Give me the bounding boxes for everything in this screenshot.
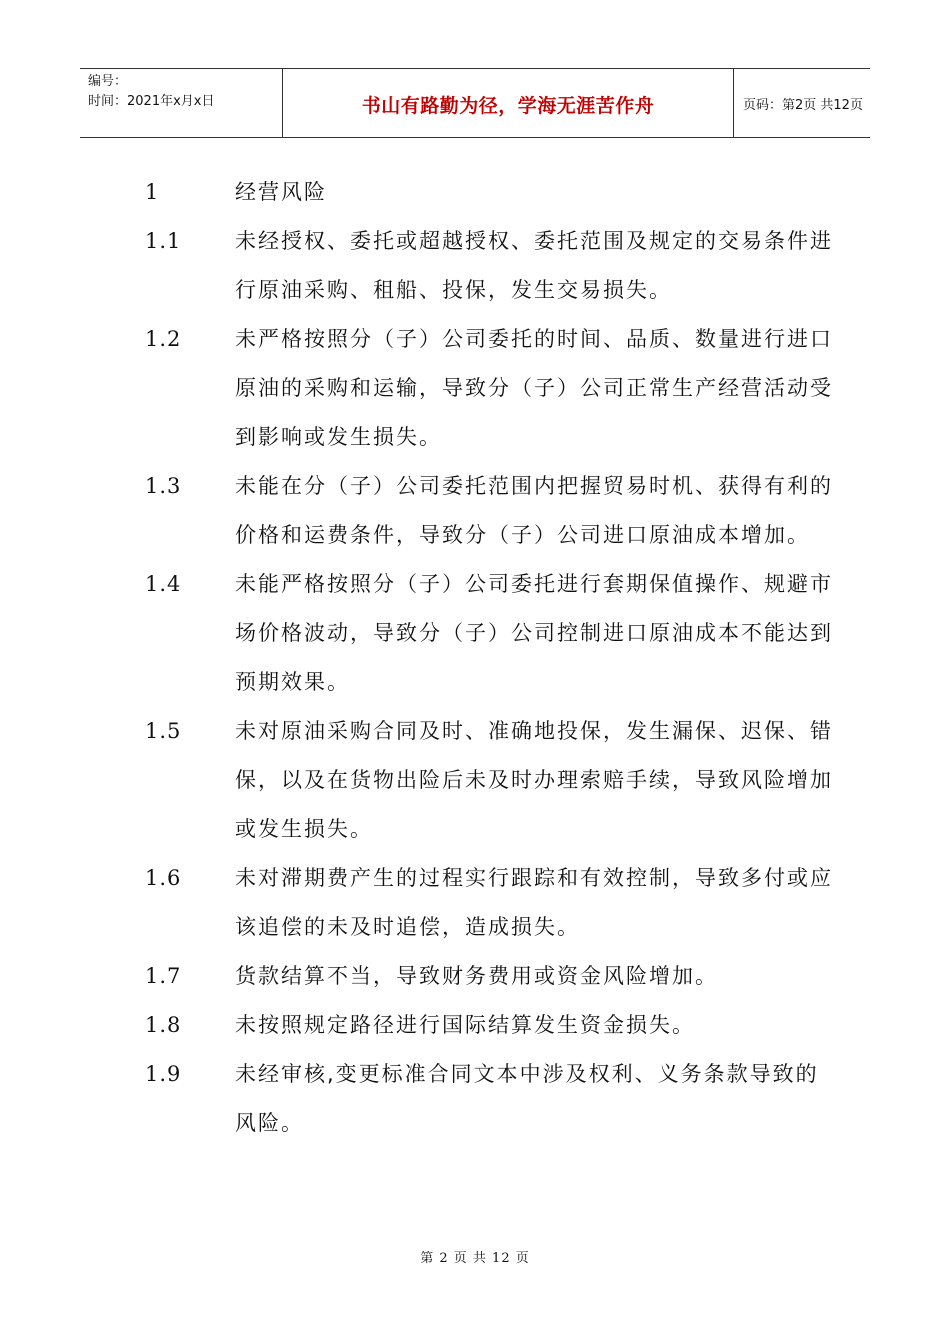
page-code: 页码：第2页 共12页 [743, 98, 863, 113]
section-item [145, 315, 835, 462]
section-number: 1.9 [145, 1062, 182, 1086]
section-number: 1 [145, 180, 160, 204]
section-number: 1.1 [145, 229, 182, 253]
section-item [145, 707, 835, 854]
section-text: 货款结算不当，导致财务费用或资金风险增加。 [235, 964, 718, 988]
section-item [145, 952, 835, 1001]
section-text: 未能在分（子）公司委托范围内把握贸易时机、获得有利的价格和运费条件，导致分（子）公司进口原油成本增加。 [235, 474, 833, 547]
header-motto-cell [282, 69, 734, 137]
section-text: 未经审核,变更标准合同文本中涉及权利、义务条款导致的风险。 [235, 1062, 819, 1135]
section-text: 未能严格按照分（子）公司委托进行套期保值操作、规避市场价格波动，导致分（子）公司控制进口原油成本不能达到预期效果。 [235, 572, 833, 694]
section-item [145, 1001, 835, 1050]
section-text: 未按照规定路径进行国际结算发生资金损失。 [235, 1013, 695, 1037]
section-number: 1.2 [145, 327, 182, 351]
page-footer: 第 2 页 共 12 页 [420, 1251, 530, 1266]
section-number: 1.4 [145, 572, 182, 596]
page-header [80, 68, 870, 138]
section-item [145, 1050, 835, 1148]
document-body [145, 168, 835, 1148]
section-item [145, 168, 835, 217]
serial-number-label: 编号： [88, 74, 128, 89]
section-text: 未对原油采购合同及时、准确地投保，发生漏保、迟保、错保，以及在货物出险后未及时办理索赔手续，导致风险增加或发生损失。 [235, 719, 833, 841]
section-text: 未对滞期费产生的过程实行跟踪和有效控制，导致多付或应该追偿的未及时追偿，造成损失。 [235, 866, 833, 939]
motto-text: 书山有路勤为径，学海无涯苦作舟 [361, 95, 655, 117]
header-page-cell [733, 69, 870, 137]
section-item [145, 854, 835, 952]
section-item [145, 217, 835, 315]
header-info-cell [80, 69, 282, 137]
section-number: 1.3 [145, 474, 182, 498]
section-item [145, 462, 835, 560]
section-text: 未经授权、委托或超越授权、委托范围及规定的交易条件进行原油采购、租船、投保，发生交易损失。 [235, 229, 833, 302]
section-number: 1.8 [145, 1013, 182, 1037]
section-number: 1.7 [145, 964, 182, 988]
section-text: 未严格按照分（子）公司委托的时间、品质、数量进行进口原油的采购和运输，导致分（子）公司正常生产经营活动受到影响或发生损失。 [235, 327, 833, 449]
section-number: 1.5 [145, 719, 182, 743]
section-number: 1.6 [145, 866, 182, 890]
time-label: 时间：2021年x月x日 [88, 94, 215, 109]
section-item [145, 560, 835, 707]
section-text: 经营风险 [235, 180, 327, 204]
